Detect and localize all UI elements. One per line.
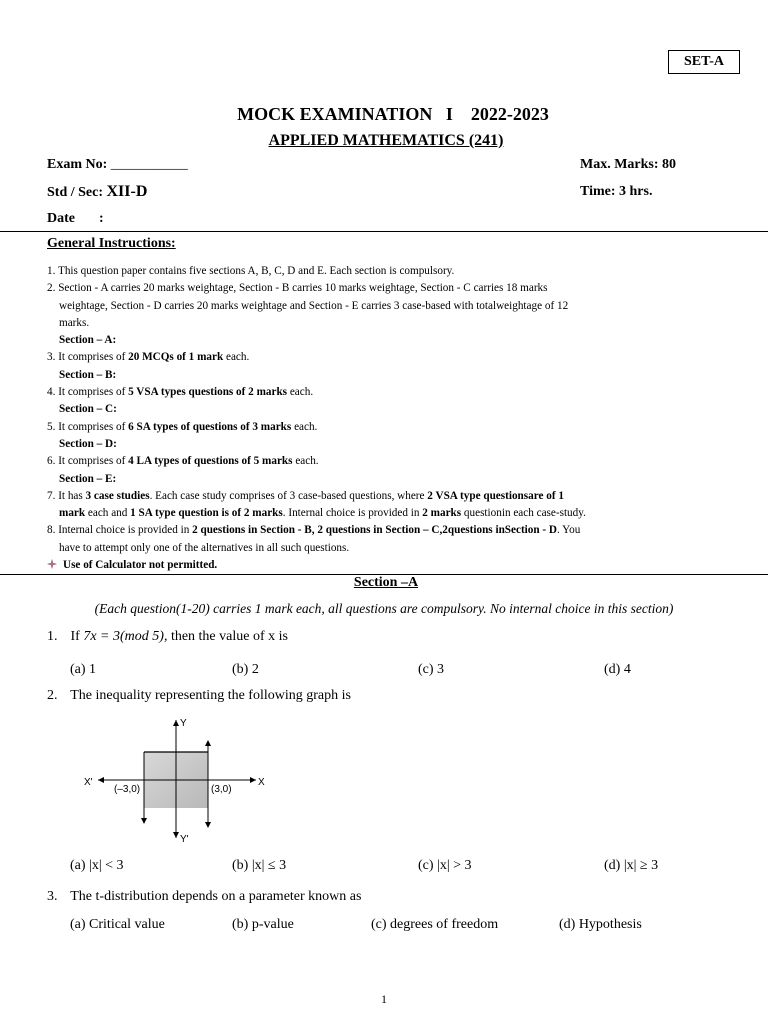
instruction-line: 3. It comprises of 20 MCQs of 1 mark each. — [47, 351, 250, 364]
question-2: 2. The inequality representing the following graph is — [47, 688, 351, 703]
header-divider — [0, 231, 768, 232]
max-marks: Max. Marks: 80 — [580, 157, 677, 172]
instruction-section-label: Section – A: — [59, 334, 117, 347]
instruction-line: 4. It comprises of 5 VSA types questions of 2 marks each. — [47, 386, 314, 399]
point-left-label: (–3,0) — [114, 784, 141, 795]
date-field: Date : — [47, 211, 104, 226]
instruction-section-label: Section – B: — [59, 368, 117, 381]
subject-title: APPLIED MATHEMATICS (241) — [268, 132, 504, 149]
instruction-line: 8. Internal choice is provided in 2 questions in Section - B, 2 questions in Section – C,2questions inSection - D. You — [47, 524, 581, 537]
instruction-line: marks. — [59, 316, 90, 329]
instruction-section-label: Section – E: — [59, 472, 117, 485]
y-prime-arrow-icon — [173, 832, 179, 838]
instruction-line: weightage, Section - D carries 20 marks weightage and Section - E carries 3 case-based with totalweightage of 12 — [59, 299, 569, 312]
question-number: 2. — [47, 688, 58, 703]
instruction-line: 1. This question paper contains five sections A, B, C, D and E. Each section is compulsory. — [47, 265, 455, 277]
instruction-line: mark each and 1 SA type question is of 2 marks. Internal choice is provided in 2 marks questionin each case-study. — [59, 507, 586, 520]
inequality-graph — [80, 714, 280, 846]
y-arrow-icon — [173, 720, 179, 726]
option-a: (a) 1 — [70, 662, 97, 677]
question-number: 1. — [47, 629, 58, 644]
x-label: X — [258, 777, 265, 788]
instruction-line: 2. Section - A carries 20 marks weightage, Section - B carries 10 marks weightage, Section - C carries 18 marks — [47, 282, 548, 295]
bullet-star-icon — [47, 559, 57, 569]
section-a-note: (Each question(1-20) carries 1 mark each, all questions are compulsory. No internal choice in this section) — [94, 601, 674, 616]
instruction-line: have to attempt only one of the alternatives in all such questions. — [59, 541, 350, 554]
instructions-list — [47, 263, 727, 574]
option-c: (c) degrees of freedom — [371, 917, 499, 932]
instruction-section-label: Section – C: — [59, 403, 117, 416]
y-label: Y — [180, 718, 187, 729]
page-number: 1 — [381, 992, 387, 1006]
section-a-title: Section –A — [353, 575, 419, 590]
option-b: (b) 2 — [232, 662, 259, 677]
instruction-section-label: Section – D: — [59, 437, 117, 450]
x-arrow-icon — [250, 777, 256, 783]
option-c: (c) |x| > 3 — [418, 858, 472, 873]
exam-no: Exam No: ___________ — [47, 157, 188, 172]
time-allowed: Time: 3 hrs. — [580, 184, 653, 199]
question-1: 1. If 7x = 3(mod 5), then the value of x is — [47, 629, 288, 644]
x-prime-label: X' — [84, 777, 93, 788]
exam-title: MOCK EXAMINATION I 2022-2023 — [237, 104, 549, 124]
question-3: 3. The t-distribution depends on a parameter known as — [47, 889, 362, 904]
option-a: (a) |x| < 3 — [70, 858, 124, 873]
instruction-line: 6. It comprises of 4 LA types of questions of 5 marks each. — [47, 455, 319, 468]
std-sec: Std / Sec: XII-D — [47, 183, 148, 200]
option-d: (d) |x| ≥ 3 — [604, 858, 659, 873]
instruction-line: 5. It comprises of 6 SA types of questions of 3 marks each. — [47, 420, 318, 433]
point-right-label: (3,0) — [211, 784, 232, 795]
question-number: 3. — [47, 889, 58, 904]
calculator-note: Use of Calculator not permitted. — [47, 557, 727, 574]
option-c: (c) 3 — [418, 662, 445, 677]
option-a: (a) Critical value — [70, 917, 165, 932]
up-arrow-icon — [205, 740, 211, 746]
down-arrow-icon — [141, 818, 147, 824]
set-label: SET-A — [668, 50, 740, 74]
option-d: (d) Hypothesis — [559, 917, 642, 932]
math-expression: 7x = 3(mod 5) — [83, 629, 164, 644]
down-arrow-icon — [205, 822, 211, 828]
general-instructions-heading: General Instructions: — [47, 236, 176, 251]
option-b: (b) |x| ≤ 3 — [232, 858, 287, 873]
option-b: (b) p-value — [232, 917, 294, 932]
option-d: (d) 4 — [604, 662, 631, 677]
instruction-line: 7. It has 3 case studies. Each case study comprises of 3 case-based questions, where 2 VSA type questionsare of 1 — [47, 489, 564, 502]
y-prime-label: Y' — [180, 834, 189, 845]
x-prime-arrow-icon — [98, 777, 104, 783]
